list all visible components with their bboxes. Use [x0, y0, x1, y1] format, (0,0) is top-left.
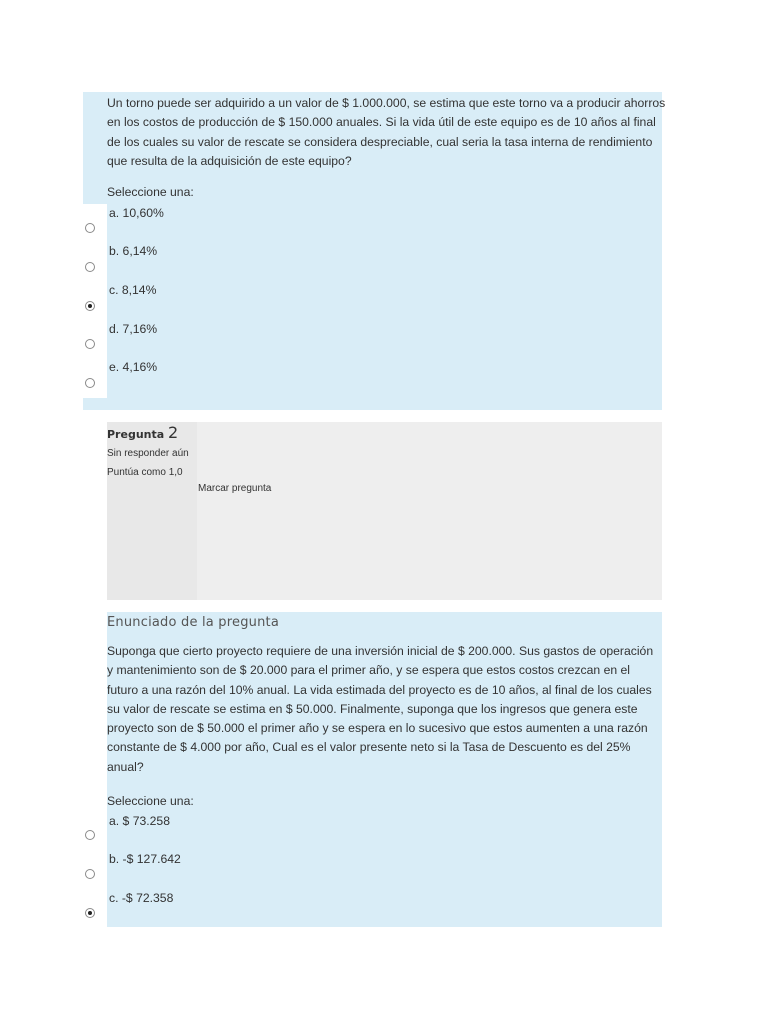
- answer-a-radio[interactable]: [85, 223, 95, 233]
- flag-question-link[interactable]: Marcar pregunta: [198, 483, 272, 494]
- select-one-label: Seleccione una:: [107, 185, 194, 199]
- question-3-answer-b-radio[interactable]: [85, 869, 95, 879]
- answer-a-label[interactable]: a. $ 73.258: [109, 814, 170, 828]
- question-1-panel: [83, 92, 666, 410]
- answer-e-label[interactable]: e. 4,16%: [109, 360, 158, 374]
- answer-b-label[interactable]: b. 6,14%: [109, 244, 158, 258]
- answer-b-label[interactable]: b. -$ 127.642: [109, 852, 181, 866]
- answer-d-radio[interactable]: [85, 339, 95, 349]
- answer-c-label[interactable]: c. 8,14%: [109, 283, 157, 297]
- select-one-label: Seleccione una:: [107, 794, 194, 808]
- question-3-text: Suponga que cierto proyecto requiere de una inversión inicial de $ 200.000. Sus gastos de operación y mantenimiento son de $ 20.000 para el primer año, y se espera que estos costos crezcan en el futuro a una razón del 10% anual. La vida estimada del proyecto es de 10 años, al final de los cuales su valor de rescate se estima en $ 50.000. Finalmente, suponga que los ingresos que genera este proyecto son de $ 50.000 el primer año y se espera en lo sucesivo que estos aumenten a una razón constante de $ 4.000 por año, Cual es el valor presente neto si la Tasa de Descuento es del 25% anual?: [107, 644, 654, 774]
- question-grade: Puntúa como 1,0: [107, 467, 183, 478]
- question-3-answer-a-radio[interactable]: [85, 830, 95, 840]
- question-3-panel: [107, 612, 662, 927]
- answer-b-radio[interactable]: [85, 262, 95, 272]
- question-state: Sin responder aún: [107, 448, 189, 459]
- question-3-answer-c-radio[interactable]: [85, 908, 95, 918]
- question-title-prefix: Pregunta: [107, 428, 165, 441]
- question-1-text: Un torno puede ser adquirido a un valor de $ 1.000.000, se estima que este torno va a producir ahorros en los costos de producción de $ 150.000 anuales. Si la vida útil de este equipo es de 10 años al final de los cuales su valor de rescate se considera despreciable, cual seria la tasa interna de rendimiento que resulta de la adquisición de este equipo?: [107, 96, 666, 168]
- question-number-title: [107, 423, 178, 442]
- answer-e-radio[interactable]: [85, 378, 95, 388]
- question-statement-heading: Enunciado de la pregunta: [107, 615, 279, 630]
- answer-d-label[interactable]: d. 7,16%: [109, 322, 158, 336]
- answer-a-label[interactable]: a. 10,60%: [109, 206, 164, 220]
- question-2-info-panel: [107, 422, 662, 600]
- answer-c-label[interactable]: c. -$ 72.358: [109, 891, 174, 905]
- question-number: 2: [168, 423, 179, 442]
- answer-c-radio[interactable]: [85, 301, 95, 311]
